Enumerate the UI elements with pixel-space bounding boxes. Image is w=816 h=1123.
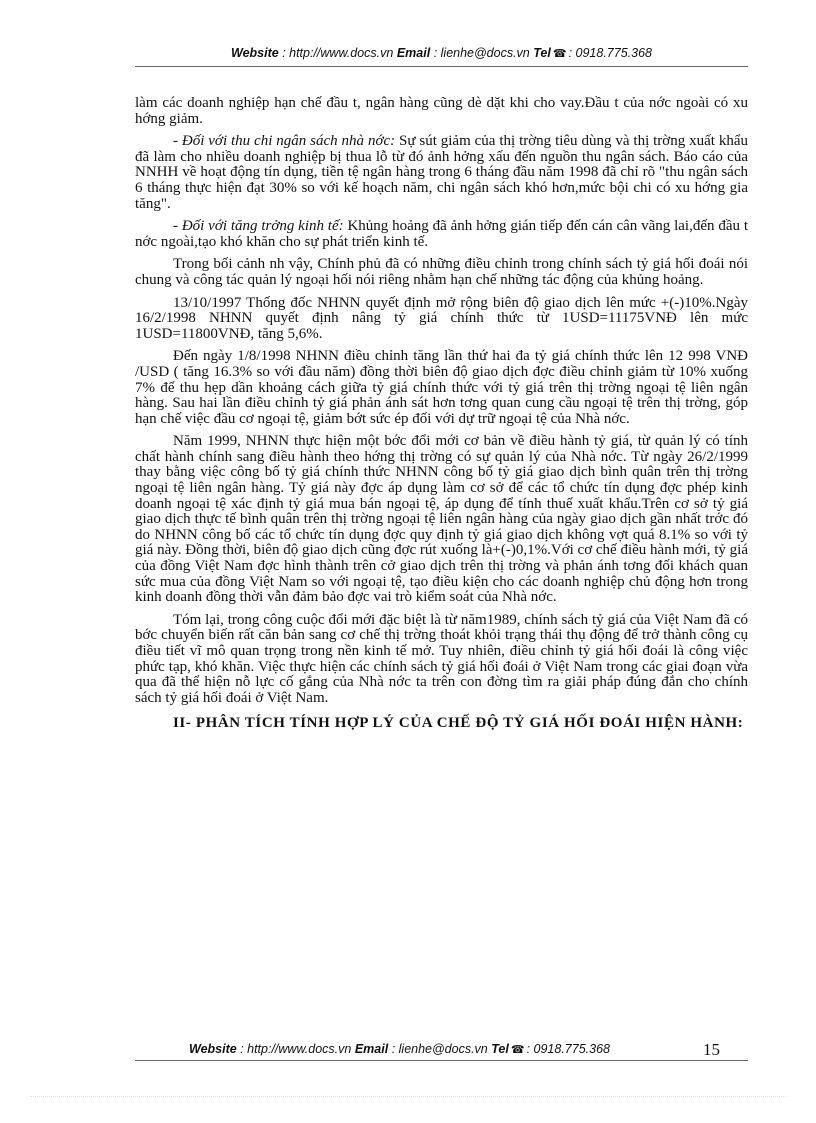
paragraph-7: Năm 1999, NHNN thực hiện một bớc đổi mới cơ bản về điều hành tỷ giá, từ quản lý có tính chất hành chính sang điều hành theo hớng thị trờng có sự quản lý của Nhà nớc. Từ ngày 26/2/1999 thay bằng việc công bố tỷ giá chính thức NHNN công bố tỷ giá giao dịch bình quân trên thị trờng ngoại tệ liên ngân hàng. Tỷ giá này đợc áp dụng làm cơ sở để các tổ chức tín dụng đợc phép kinh doanh ngoại tệ xác định tỷ giá mua bán ngoại tệ, áp dụng để tính thuế xuất khẩu.Trên cơ sở tỷ giá giao dịch thực tế bình quân trên thị trờng ngoại tệ liên ngân hàng của ngày giao dịch gần nhất trớc đó do NHNN công bố các tổ chức tín dụng đợc quy định tỷ giá giao dịch không vợt quá 8.1% so với tỷ giá này. Đồng thời, biên độ giao dịch cũng đợc rút xuống là+(-)0,1%.Với cơ chế điều hành mới, tỷ giá của đồng Việt Nam đợc hình thành trên cở giao dịch trên thị trờng và phản ánh tơng đối khách quan sức mua của đồng Việt Nam so với ngoại tệ, tạo điều kiện cho các doanh nghiệp chủ động hơn trong kinh doanh đồng thời vẫn đảm bảo đợc vai trò kiểm soát của Nhà nớc.	[135, 433, 748, 606]
page-number: 15	[703, 1040, 720, 1059]
paragraph-2-heading: - Đối với thu chi ngân sách nhà nớc:	[173, 133, 396, 150]
email-link[interactable]: : lienhe@docs.vn	[433, 46, 530, 60]
paragraph-6: Đến ngày 1/8/1998 NHNN điều chỉnh tăng lần thứ hai đa tỷ giá chính thức lên 12 998 VNĐ /USD ( tăng 16.3% so với đầu năm) đồng thời biên độ giao dịch đợc điều chỉnh giảm từ 10% xuống 7% để thu hẹp dần khoảng cách giữa tỷ giá chính thức với tỷ giá trên thị trờng ngoại tệ liên ngân hàng. Sau hai lần điều chỉnh tỷ giá phản ánh sát hơn tơng quan cung cầu ngoại tệ trên thị trờng, góp hạn chế việc đầu cơ ngoại tệ, giảm bớt sức ép đối với dự trữ ngoại tệ của Nhà nớc.	[135, 348, 748, 427]
paragraph-3-heading: - Đối với tăng trởng kinh tế:	[173, 218, 344, 235]
email-label: Email	[396, 46, 431, 60]
header-contact-line	[135, 40, 748, 67]
page-bottom-divider	[30, 1096, 786, 1097]
page-footer	[135, 1038, 748, 1061]
paragraph-2	[135, 134, 748, 212]
footer-email-link[interactable]: : lienhe@docs.vn	[391, 1042, 488, 1056]
footer-contact-line	[189, 1038, 610, 1061]
paragraph-3-text: Khủng hoảng đã ảnh hởng gián tiếp đến cán cân vãng lai,đến đầu t nớc ngoài,tạo khó khăn cho sự phát triển kinh tế.	[135, 218, 748, 250]
footer-tel-value: : 0918.775.368	[526, 1042, 610, 1056]
phone-icon: ☎	[552, 48, 567, 60]
paragraph-3	[135, 219, 748, 250]
footer-tel-label: Tel	[491, 1042, 509, 1056]
document-body	[135, 96, 748, 739]
paragraph-4: Trong bối cảnh nh vậy, Chính phủ đã có những điều chỉnh trong chính sách tỷ giá hối đoái nói chung và công tác quản lý ngoại hối nói riêng nhằm hạn chế những tác động của khủng hoảng.	[135, 256, 748, 288]
tel-label: Tel	[533, 46, 551, 60]
website-link[interactable]: : http://www.docs.vn	[282, 46, 394, 60]
paragraph-8: Tóm lại, trong công cuộc đổi mới đặc biệt là từ năm1989, chính sách tỷ giá của Việt Nam đã có bớc chuyển biến rất căn bản sang cơ chế thị trờng thoát khỏi trạng thái thụ động để trở thành công cụ điều tiết vĩ mô quan trọng trong nền kinh tế mở. Tuy nhiên, điều chỉnh tỷ giá hối đoái là công việc phức tạp, khó khăn. Việc thực hiện các chính sách tỷ giá hối đoái ở Việt Nam trong các giai đoạn vừa qua đã thể hiện nỗ lực cố gắng của Nhà nớc ta trên con đờng tìm ra giải pháp đúng đắn cho chính sách tỷ giá hối đoái ở Việt Nam.	[135, 611, 748, 706]
footer-website-label: Website	[189, 1042, 237, 1056]
footer-email-label: Email	[354, 1042, 389, 1056]
page-header	[135, 40, 748, 67]
paragraph-2-text: Sự sút giảm của thị trờng tiêu dùng và thị trờng xuất khẩu đã làm cho nhiều doanh nghiệp bị thua lỗ từ đó ảnh hởng xấu đến nguồn thu ngân sách. Báo cáo của NNHH về hoạt động tín dụng, tiền tệ ngân hàng trong 6 tháng đầu năm 1998 đã chỉ rõ "thu ngân sách 6 tháng thực hiện đạt 30% so với kế hoạch năm, chi ngân sách khó hơn,mức bội chi có xu hớng gia tăng".	[135, 133, 748, 212]
footer-website-link[interactable]: : http://www.docs.vn	[240, 1042, 352, 1056]
section-heading: II- PHÂN TÍCH TÍNH HỢP LÝ CỦA CHẾ ĐỘ TỶ GIÁ HỐI ĐOÁI HIỆN HÀNH:	[173, 715, 744, 732]
footer-phone-icon: ☎	[510, 1044, 525, 1056]
website-label: Website	[231, 46, 279, 60]
paragraph-1: làm các doanh nghiệp hạn chế đầu t, ngân hàng cũng dè dặt khi cho vay.Đầu t của nớc ngoài có xu hớng giảm.	[135, 95, 748, 127]
tel-value: : 0918.775.368	[568, 46, 652, 60]
paragraph-5: 13/10/1997 Thống đốc NHNN quyết định mở rộng biên độ giao dịch lên mức +(-)10%.Ngày 16/2/1998 NHNN quyết định nâng tỷ giá chính thức từ 1USD=11175VNĐ lên mức 1USD=11800VNĐ, tăng 5,6%.	[135, 294, 748, 342]
